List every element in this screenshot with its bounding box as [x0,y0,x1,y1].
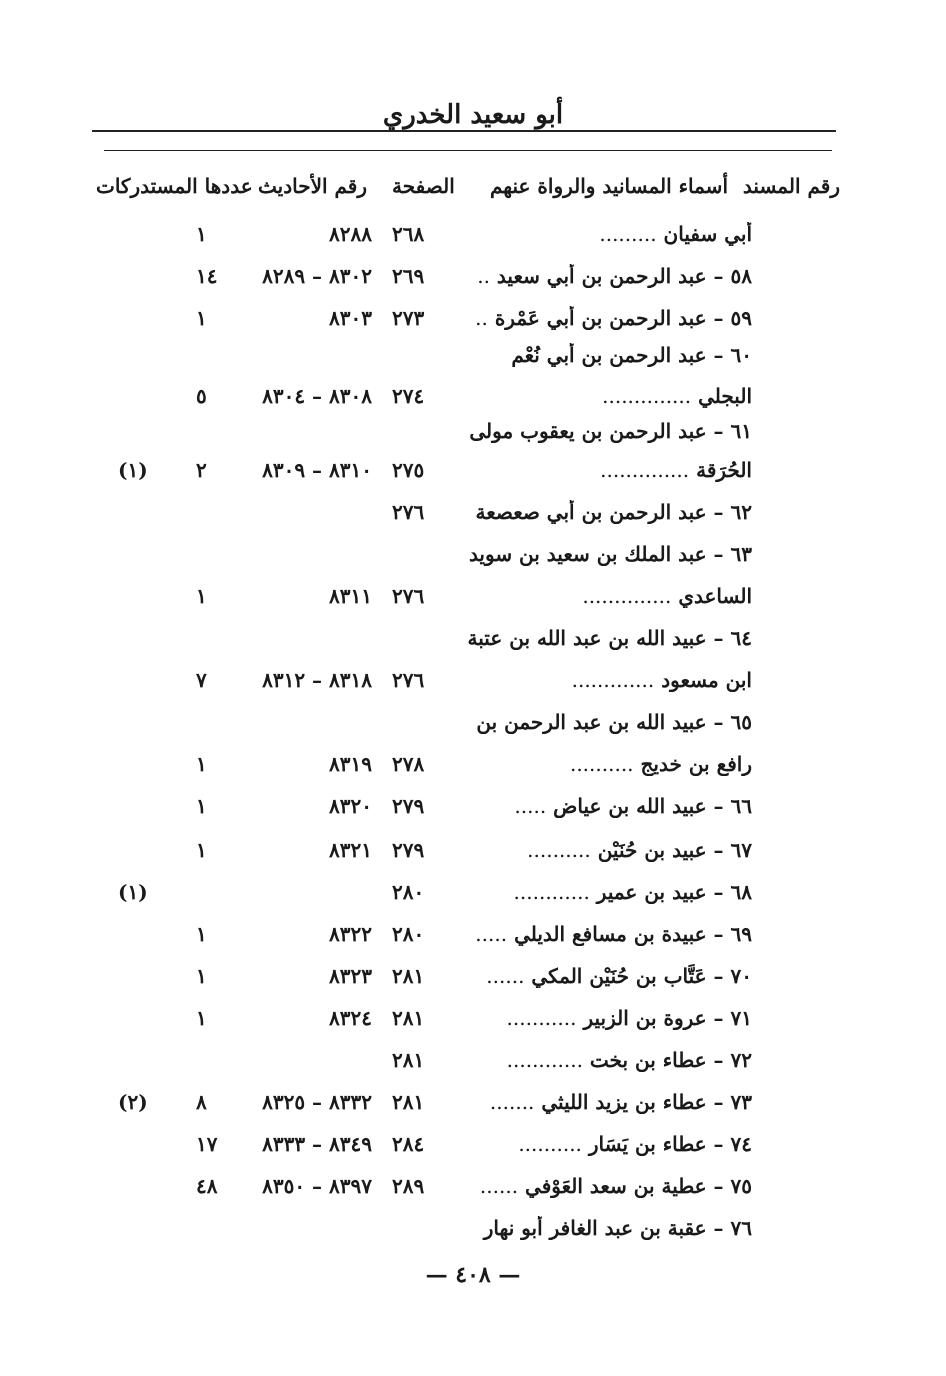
entry-hadith-range [228,458,372,482]
table-row [0,584,946,624]
header-rule [92,130,836,132]
column-header-hadith-no: رقم الأحاديث [258,174,368,198]
entry-count: ١ [196,922,207,946]
entry-page: ٢٨٠ [392,922,425,946]
entry-name [452,794,752,818]
entry-hadith-range [228,1090,372,1114]
entry-name-text: ٦٨ – عبيد بن عمير [596,880,752,904]
hadith-range-text: ٨٣٢٠ [329,794,372,818]
entry-count: ١٤ [196,264,218,288]
table-row [0,306,946,346]
hadith-range-text: ٨٣٢٢ [329,922,372,946]
entry-name [452,306,752,330]
entry-name-text: ٧٠ – عَتَّاب بن حُنَيْن المكي [531,964,752,988]
entry-name [452,880,752,904]
entry-page: ٢٧٣ [392,306,425,330]
entry-name [452,710,752,734]
leader-dots: ............ [513,880,590,904]
table-row [0,419,946,459]
entry-name [452,838,752,862]
hadith-range-text: ٨٣١٨ – ٨٣١٢ [262,668,372,692]
entry-hadith-range [228,922,372,946]
entry-name-text: ٦٩ – عبيدة بن مسافع الديلي [514,922,752,946]
entry-page: ٢٧٩ [392,794,425,818]
entry-page: ٢٨١ [392,1048,425,1072]
entry-name [452,1090,752,1114]
entry-page: ٢٦٩ [392,264,425,288]
entry-page: ٢٨٩ [392,1174,425,1198]
entry-name-text: ٧١ – عروة بن الزبير [583,1006,752,1030]
entry-page: ٢٨٤ [392,1132,425,1156]
column-header-page: الصفحة [392,174,455,198]
leader-dots: ........... [506,1006,577,1030]
entry-hadith-range [228,668,372,692]
entry-name-text: ٧٤ – عطاء بن يَسَار [588,1132,752,1156]
entry-name-text: ٦٢ – عبد الرحمن بن أبي صعصعة [475,500,752,524]
leader-dots: .. [477,264,490,288]
entry-count: ٨ [196,1090,207,1114]
column-header-musnad-no: رقم المسند [742,174,840,198]
entry-name-text: ٦٦ – عبيد الله بن عياض [553,794,752,818]
leader-dots: .............. [600,458,690,482]
table-row [0,1174,946,1214]
entry-name-text: أبي سفيان [663,222,752,246]
entry-name [452,264,752,288]
entry-hadith-range [228,384,372,408]
leader-dots: .. [475,306,488,330]
entry-hadith-range [228,794,372,818]
table-row [0,500,946,540]
entry-name-text: ٧٦ – عقبة بن عبد الغافر أبو نهار [483,1216,752,1240]
entry-name-text: الحُرَقة [696,458,752,482]
leader-dots: ............. [571,668,655,692]
table-row [0,1132,946,1172]
entry-hadith-range [228,964,372,988]
page-number: — ٤٠٨ — [425,1262,521,1288]
leader-dots: ...... [479,1174,519,1198]
hadith-range-text: ٨٣١١ [329,584,372,608]
entry-page: ٢٧٦ [392,668,425,692]
entry-count: ٧ [196,668,207,692]
entry-count: ١ [196,1006,207,1030]
entry-hadith-range [228,838,372,862]
entry-name [452,1048,752,1072]
entry-name-text: ٥٨ – عبد الرحمن بن أبي سعيد [496,264,752,288]
table-row [0,1216,946,1256]
entry-name [452,458,752,482]
leader-dots: .......... [527,838,591,862]
entry-count: ٥ [196,384,207,408]
entry-name [452,343,752,367]
entry-count: ١ [196,306,207,330]
leader-dots: .............. [602,384,692,408]
hadith-range-text: ٨٣١٠ – ٨٣٠٩ [262,458,372,482]
entry-name [452,752,752,776]
entry-page: ٢٨٠ [392,880,425,904]
entry-page: ٢٨١ [392,964,425,988]
entry-name-text: ٦٧ – عبيد بن حُنَيْن [597,838,752,862]
entry-hadith-range [228,222,372,246]
hadith-range-text: ٨٣٩٧ – ٨٣٥٠ [262,1174,372,1198]
entry-mustadrak: (١) [118,458,148,482]
table-row [0,1090,946,1130]
leader-dots: ..... [514,794,547,818]
entry-hadith-range [228,306,372,330]
entry-name [452,1006,752,1030]
entry-mustadrak: (٢) [118,1090,148,1114]
entry-page: ٢٧٥ [392,458,425,482]
entry-page: ٢٨١ [392,1090,425,1114]
running-head: أبو سعيد الخدري [382,100,564,130]
entry-count: ٤٨ [196,1174,218,1198]
table-row [0,838,946,878]
entry-name [452,922,752,946]
table-row [0,880,946,920]
entry-name [452,1216,752,1240]
table-row [0,668,946,708]
leader-dots: .............. [582,584,672,608]
entry-name [452,542,752,566]
entry-hadith-range [228,584,372,608]
entry-count: ١ [196,964,207,988]
entry-page: ٢٧٤ [392,384,425,408]
hadith-range-text: ٨٣٤٩ – ٨٣٣٣ [262,1132,372,1156]
table-row [0,458,946,498]
entry-count: ١ [196,222,207,246]
table-row [0,710,946,750]
entry-name [452,668,752,692]
hadith-range-text: ٨٣١٩ [329,752,372,776]
entry-hadith-range [228,1132,372,1156]
entry-hadith-range [228,752,372,776]
entry-count: ١ [196,794,207,818]
entry-name-text: ٧٥ – عطية بن سعد العَوْفي [525,1174,752,1198]
entry-page: ٢٧٩ [392,838,425,862]
header-rule-thin [104,150,832,151]
entry-name-text: ٦٥ – عبيد الله بن عبد الرحمن بن [476,710,752,734]
entry-name-text: ٦٤ – عبيد الله بن عبد الله بن عتبة [467,626,752,650]
table-row [0,222,946,262]
entry-name [452,419,752,443]
table-row [0,794,946,834]
entry-count: ٢ [196,458,207,482]
table-row [0,384,946,424]
table-row [0,1048,946,1088]
column-header-count-mustadrak: عددها المستدركات [96,174,253,198]
entry-name-text: البجلي [698,384,752,408]
entry-count: ١ [196,584,207,608]
hadith-range-text: ٨٢٨٨ [329,222,372,246]
hadith-range-text: ٨٣٢١ [329,838,372,862]
entry-count: ١ [196,838,207,862]
leader-dots: .......... [518,1132,582,1156]
entry-hadith-range [228,1006,372,1030]
entry-name-text: رافع بن خديج [640,752,752,776]
hadith-range-text: ٨٣٠٨ – ٨٣٠٤ [262,384,372,408]
hadith-range-text: ٨٣٢٤ [329,1006,372,1030]
entry-name [452,626,752,650]
table-row [0,964,946,1004]
entry-name-text: ٧٣ – عطاء بن يزيد الليثي [541,1090,752,1114]
hadith-range-text: ٨٣٢٣ [329,964,372,988]
entry-name [452,500,752,524]
entry-page: ٢٧٦ [392,500,425,524]
entry-hadith-range [228,264,372,288]
hadith-range-text: ٨٣٠٢ – ٨٢٨٩ [262,264,372,288]
leader-dots: .......... [569,752,634,776]
entry-name-text: ٦١ – عبد الرحمن بن يعقوب مولى [469,419,752,443]
column-header-names: أسماء المسانيد والرواة عنهم [489,174,728,198]
entry-name [452,384,752,408]
entry-count: ١ [196,752,207,776]
entry-name [452,964,752,988]
entry-count: ١٧ [196,1132,218,1156]
entry-page: ٢٦٨ [392,222,425,246]
entry-name-text: ابن مسعود [661,668,752,692]
entry-page: ٢٧٦ [392,584,425,608]
leader-dots: ..... [475,922,508,946]
hadith-range-text: ٨٣٠٣ [329,306,372,330]
entry-hadith-range [228,1174,372,1198]
entry-page: ٢٧٨ [392,752,425,776]
table-row [0,752,946,792]
table-row [0,542,946,582]
entry-name-text: ٧٢ – عطاء بن بخت [589,1048,752,1072]
leader-dots: ............ [506,1048,583,1072]
table-row [0,922,946,962]
entry-name-text: ٦٣ – عبد الملك بن سعيد بن سويد [468,542,752,566]
entry-name [452,1132,752,1156]
entry-name-text: ٦٠ – عبد الرحمن بن أبي نُعْم [511,343,752,367]
entry-name [452,1174,752,1198]
entry-name [452,584,752,608]
entry-name [452,222,752,246]
leader-dots: ......... [599,222,657,246]
leader-dots: ...... [486,964,525,988]
entry-name-text: الساعدي [678,584,752,608]
table-row [0,626,946,666]
table-row [0,264,946,304]
leader-dots: ....... [489,1090,535,1114]
hadith-range-text: ٨٣٣٢ – ٨٣٢٥ [262,1090,372,1114]
table-row [0,343,946,383]
entry-mustadrak: (١) [118,880,148,904]
table-row [0,1006,946,1046]
entry-name-text: ٥٩ – عبد الرحمن بن أبي عَمْرة [494,306,752,330]
entry-page: ٢٨١ [392,1006,425,1030]
